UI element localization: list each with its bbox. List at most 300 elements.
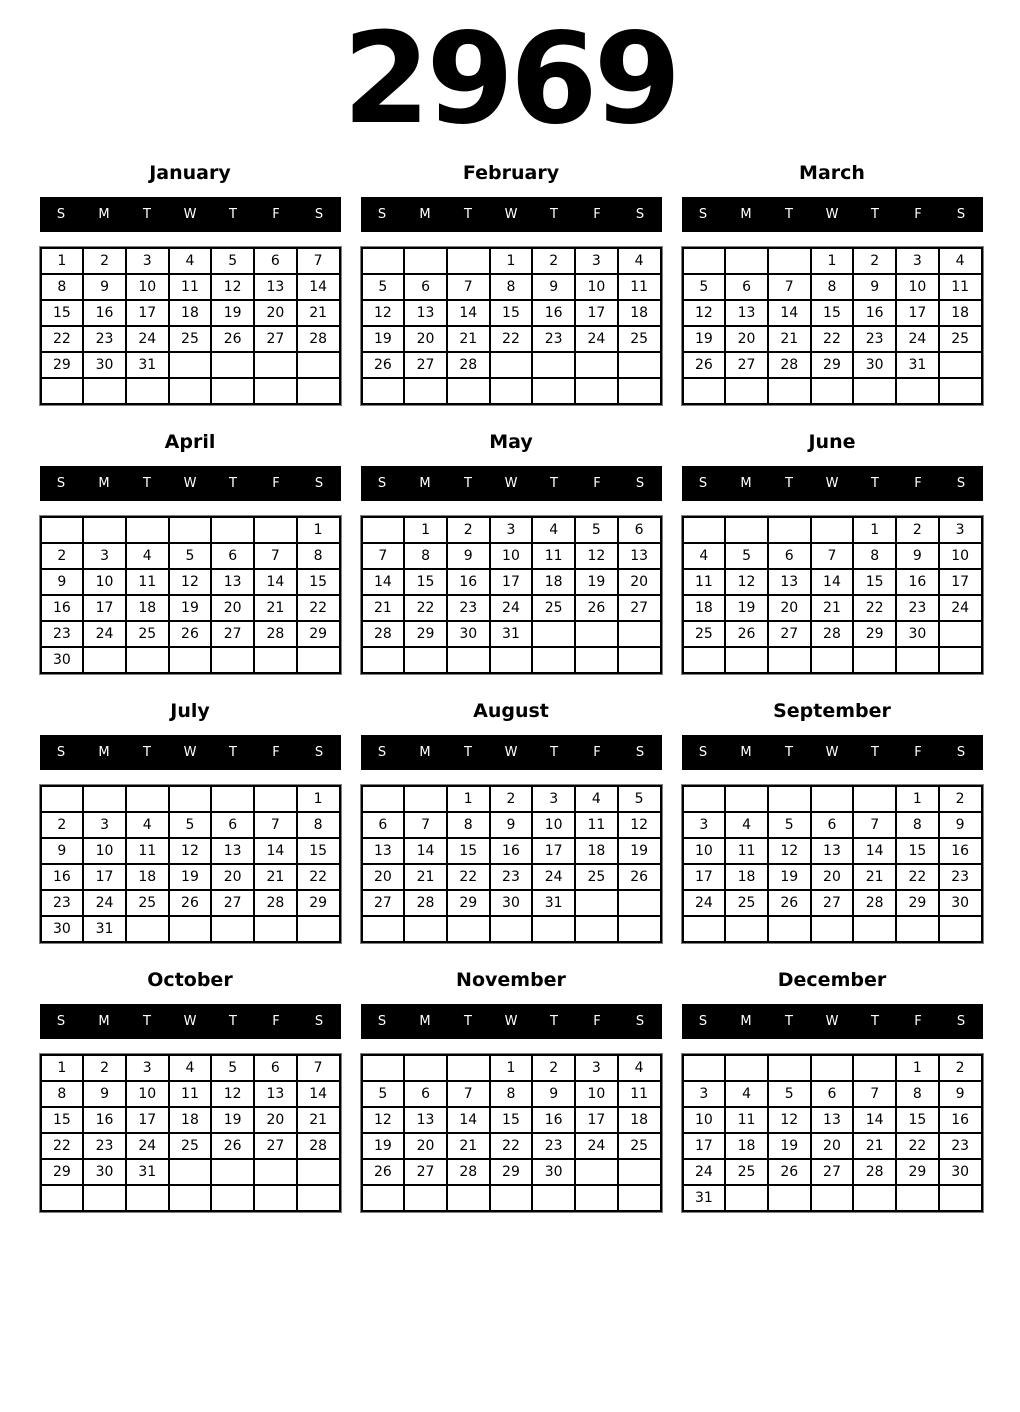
month-title: January (149, 162, 231, 184)
day-cell: 7 (254, 543, 297, 569)
day-cell: 1 (447, 786, 490, 812)
months-grid (40, 162, 981, 1212)
day-cell: 7 (254, 812, 297, 838)
weekday-label: F (914, 207, 922, 222)
weekday-label: T (785, 207, 793, 222)
empty-day-cell (768, 1185, 811, 1211)
empty-day-cell (725, 248, 768, 274)
day-cell: 30 (41, 647, 84, 673)
day-cell: 29 (811, 352, 854, 378)
month-calendar-february (361, 162, 662, 405)
day-cell: 17 (683, 864, 726, 890)
day-cell: 24 (575, 1133, 618, 1159)
day-cell: 5 (683, 274, 726, 300)
week-row (362, 1055, 661, 1081)
day-cell: 22 (853, 595, 896, 621)
empty-day-cell (811, 647, 854, 673)
day-cell: 19 (618, 838, 661, 864)
day-cell: 2 (939, 786, 982, 812)
empty-day-cell (211, 786, 254, 812)
weekday-label: F (593, 207, 601, 222)
empty-day-cell (768, 916, 811, 942)
empty-day-cell (811, 378, 854, 404)
day-cell: 20 (211, 864, 254, 890)
day-cell: 8 (404, 543, 447, 569)
month-title: November (456, 969, 566, 991)
day-cell: 31 (126, 352, 169, 378)
week-row (683, 1185, 982, 1211)
empty-day-cell (211, 916, 254, 942)
weekday-header-bar (40, 735, 341, 770)
day-cell: 4 (618, 1055, 661, 1081)
day-cell: 30 (41, 916, 84, 942)
day-cell: 13 (618, 543, 661, 569)
weekday-label: T (464, 207, 472, 222)
week-row (41, 517, 340, 543)
day-cell: 14 (254, 569, 297, 595)
day-cell: 1 (896, 786, 939, 812)
day-cell: 21 (447, 1133, 490, 1159)
day-cell: 2 (532, 248, 575, 274)
empty-day-cell (126, 1185, 169, 1211)
day-cell: 22 (896, 1133, 939, 1159)
weekday-label: S (377, 1014, 387, 1029)
day-cell: 6 (254, 248, 297, 274)
empty-day-cell (41, 517, 84, 543)
day-cell: 29 (490, 1159, 533, 1185)
day-cell: 24 (126, 326, 169, 352)
empty-day-cell (853, 1185, 896, 1211)
day-cell: 20 (362, 864, 405, 890)
day-cell: 24 (83, 621, 126, 647)
weekday-label: W (183, 476, 197, 491)
day-cell: 8 (853, 543, 896, 569)
day-cell: 23 (939, 864, 982, 890)
weekday-label: M (98, 476, 110, 491)
weekday-label: S (377, 476, 387, 491)
empty-day-cell (126, 378, 169, 404)
day-cell: 15 (490, 300, 533, 326)
day-cell: 20 (211, 595, 254, 621)
day-cell: 12 (575, 543, 618, 569)
day-cell: 30 (532, 1159, 575, 1185)
week-row (683, 1107, 982, 1133)
day-cell: 21 (447, 326, 490, 352)
day-cell: 23 (490, 864, 533, 890)
weekday-label: T (550, 745, 558, 760)
day-cell: 11 (725, 1107, 768, 1133)
empty-day-cell (362, 248, 405, 274)
weekday-label: T (785, 476, 793, 491)
day-cell: 28 (768, 352, 811, 378)
day-cell: 17 (126, 1107, 169, 1133)
day-cell: 16 (83, 300, 126, 326)
day-cell: 11 (575, 812, 618, 838)
day-cell: 6 (211, 543, 254, 569)
day-cell: 3 (83, 543, 126, 569)
week-row (41, 621, 340, 647)
month-title: September (773, 700, 891, 722)
empty-day-cell (768, 647, 811, 673)
day-cell: 19 (768, 864, 811, 890)
day-cell: 25 (683, 621, 726, 647)
day-cell: 26 (169, 890, 212, 916)
empty-day-cell (811, 1055, 854, 1081)
weekday-label: T (143, 476, 151, 491)
day-cell: 5 (362, 274, 405, 300)
month-title: June (808, 431, 856, 453)
empty-day-cell (404, 647, 447, 673)
week-row (683, 517, 982, 543)
day-cell: 2 (447, 517, 490, 543)
empty-day-cell (896, 378, 939, 404)
empty-day-cell (447, 378, 490, 404)
day-cell: 9 (490, 812, 533, 838)
day-cell: 4 (126, 812, 169, 838)
week-row (362, 326, 661, 352)
day-cell: 8 (297, 543, 340, 569)
day-cell: 30 (83, 1159, 126, 1185)
empty-day-cell (41, 378, 84, 404)
week-row (362, 1185, 661, 1211)
day-cell: 6 (811, 812, 854, 838)
weekday-label: T (229, 476, 237, 491)
empty-day-cell (490, 1185, 533, 1211)
day-cell: 2 (939, 1055, 982, 1081)
empty-day-cell (254, 1185, 297, 1211)
empty-day-cell (939, 1185, 982, 1211)
weekday-header-bar (682, 466, 983, 501)
week-row (362, 1081, 661, 1107)
week-row (41, 864, 340, 890)
weekday-label: F (272, 1014, 280, 1029)
weekday-label: W (825, 745, 839, 760)
day-cell: 22 (490, 326, 533, 352)
day-cell: 10 (575, 274, 618, 300)
empty-day-cell (362, 1185, 405, 1211)
empty-day-cell (362, 1055, 405, 1081)
weekday-label: M (740, 476, 752, 491)
weekday-label: S (56, 1014, 66, 1029)
day-cell: 11 (618, 274, 661, 300)
week-row (362, 352, 661, 378)
empty-day-cell (169, 1185, 212, 1211)
week-row (41, 300, 340, 326)
empty-day-cell (725, 378, 768, 404)
day-cell: 22 (297, 595, 340, 621)
day-cell: 27 (811, 890, 854, 916)
day-cell: 17 (532, 838, 575, 864)
weekday-label: T (143, 745, 151, 760)
weekday-label: T (871, 476, 879, 491)
empty-day-cell (83, 1185, 126, 1211)
day-cell: 29 (853, 621, 896, 647)
day-cell: 6 (725, 274, 768, 300)
empty-day-cell (532, 916, 575, 942)
week-row (41, 812, 340, 838)
empty-day-cell (939, 647, 982, 673)
day-cell: 9 (853, 274, 896, 300)
day-cell: 18 (126, 595, 169, 621)
week-row (683, 595, 982, 621)
day-cell: 26 (725, 621, 768, 647)
day-cell: 28 (811, 621, 854, 647)
day-cell: 16 (41, 595, 84, 621)
day-cell: 26 (211, 1133, 254, 1159)
day-cell: 16 (83, 1107, 126, 1133)
day-cell: 27 (211, 890, 254, 916)
week-row (41, 1133, 340, 1159)
day-cell: 24 (939, 595, 982, 621)
day-cell: 29 (297, 890, 340, 916)
weekday-label: S (635, 745, 645, 760)
empty-day-cell (575, 621, 618, 647)
day-cell: 27 (254, 326, 297, 352)
day-cell: 25 (169, 1133, 212, 1159)
empty-day-cell (169, 517, 212, 543)
day-cell: 14 (404, 838, 447, 864)
year-title: 2969 (342, 5, 678, 152)
day-cell: 21 (853, 864, 896, 890)
day-cell: 3 (575, 248, 618, 274)
empty-day-cell (447, 1185, 490, 1211)
day-cell: 19 (211, 1107, 254, 1133)
day-cell: 15 (41, 300, 84, 326)
week-row (362, 647, 661, 673)
day-cell: 1 (896, 1055, 939, 1081)
day-cell: 25 (126, 621, 169, 647)
day-cell: 30 (83, 352, 126, 378)
weekday-label: S (56, 476, 66, 491)
day-cell: 12 (211, 274, 254, 300)
month-days-table (40, 785, 341, 943)
week-row (362, 812, 661, 838)
day-cell: 5 (169, 543, 212, 569)
day-cell: 1 (41, 1055, 84, 1081)
empty-day-cell (447, 1055, 490, 1081)
empty-day-cell (447, 916, 490, 942)
week-row (683, 890, 982, 916)
day-cell: 24 (126, 1133, 169, 1159)
day-cell: 3 (896, 248, 939, 274)
day-cell: 31 (490, 621, 533, 647)
day-cell: 10 (83, 569, 126, 595)
month-title: March (799, 162, 865, 184)
day-cell: 20 (768, 595, 811, 621)
empty-day-cell (297, 378, 340, 404)
day-cell: 12 (768, 838, 811, 864)
day-cell: 3 (939, 517, 982, 543)
weekday-label: S (56, 207, 66, 222)
week-row (41, 326, 340, 352)
empty-day-cell (126, 786, 169, 812)
day-cell: 28 (447, 352, 490, 378)
week-row (683, 838, 982, 864)
empty-day-cell (853, 916, 896, 942)
day-cell: 15 (896, 838, 939, 864)
day-cell: 31 (126, 1159, 169, 1185)
day-cell: 28 (853, 890, 896, 916)
day-cell: 30 (490, 890, 533, 916)
day-cell: 28 (853, 1159, 896, 1185)
day-cell: 5 (768, 812, 811, 838)
empty-day-cell (169, 378, 212, 404)
day-cell: 9 (532, 274, 575, 300)
day-cell: 26 (618, 864, 661, 890)
weekday-label: T (871, 207, 879, 222)
day-cell: 25 (618, 326, 661, 352)
day-cell: 12 (362, 300, 405, 326)
month-days-table (682, 516, 983, 674)
day-cell: 30 (939, 890, 982, 916)
weekday-label: S (698, 476, 708, 491)
day-cell: 6 (404, 1081, 447, 1107)
day-cell: 7 (853, 812, 896, 838)
weekday-label: S (698, 207, 708, 222)
day-cell: 5 (768, 1081, 811, 1107)
empty-day-cell (575, 378, 618, 404)
weekday-label: T (785, 1014, 793, 1029)
weekday-label: T (785, 745, 793, 760)
day-cell: 12 (169, 569, 212, 595)
day-cell: 8 (297, 812, 340, 838)
day-cell: 12 (683, 300, 726, 326)
weekday-label: F (593, 745, 601, 760)
day-cell: 10 (126, 1081, 169, 1107)
weekday-header-bar (361, 1004, 662, 1039)
day-cell: 19 (575, 569, 618, 595)
day-cell: 19 (211, 300, 254, 326)
day-cell: 26 (575, 595, 618, 621)
weekday-label: S (314, 1014, 324, 1029)
empty-day-cell (447, 647, 490, 673)
weekday-label: F (914, 476, 922, 491)
empty-day-cell (211, 647, 254, 673)
day-cell: 21 (404, 864, 447, 890)
week-row (362, 621, 661, 647)
day-cell: 19 (169, 595, 212, 621)
day-cell: 14 (447, 300, 490, 326)
weekday-label: W (825, 207, 839, 222)
day-cell: 12 (211, 1081, 254, 1107)
day-cell: 17 (575, 300, 618, 326)
week-row (41, 916, 340, 942)
week-row (41, 274, 340, 300)
week-row (41, 543, 340, 569)
day-cell: 28 (362, 621, 405, 647)
week-row (683, 864, 982, 890)
weekday-header-bar (361, 466, 662, 501)
day-cell: 27 (404, 1159, 447, 1185)
weekday-label: S (698, 1014, 708, 1029)
weekday-label: M (419, 476, 431, 491)
week-row (41, 1159, 340, 1185)
empty-day-cell (532, 1185, 575, 1211)
month-days-table (682, 247, 983, 405)
day-cell: 26 (362, 352, 405, 378)
day-cell: 7 (447, 274, 490, 300)
day-cell: 17 (683, 1133, 726, 1159)
weekday-label: S (698, 745, 708, 760)
empty-day-cell (725, 916, 768, 942)
day-cell: 26 (362, 1159, 405, 1185)
weekday-label: S (956, 745, 966, 760)
day-cell: 2 (83, 1055, 126, 1081)
empty-day-cell (297, 1159, 340, 1185)
week-row (683, 812, 982, 838)
weekday-label: S (314, 745, 324, 760)
empty-day-cell (169, 1159, 212, 1185)
weekday-label: T (550, 476, 558, 491)
day-cell: 21 (297, 300, 340, 326)
day-cell: 1 (811, 248, 854, 274)
empty-day-cell (683, 248, 726, 274)
day-cell: 5 (618, 786, 661, 812)
day-cell: 2 (490, 786, 533, 812)
day-cell: 21 (254, 595, 297, 621)
week-row (683, 543, 982, 569)
day-cell: 25 (575, 864, 618, 890)
day-cell: 7 (404, 812, 447, 838)
day-cell: 15 (811, 300, 854, 326)
weekday-label: F (272, 476, 280, 491)
empty-day-cell (768, 786, 811, 812)
month-calendar-september (682, 700, 983, 943)
day-cell: 25 (939, 326, 982, 352)
weekday-label: T (229, 207, 237, 222)
weekday-label: W (825, 1014, 839, 1029)
day-cell: 5 (211, 1055, 254, 1081)
week-row (683, 378, 982, 404)
day-cell: 31 (532, 890, 575, 916)
day-cell: 10 (490, 543, 533, 569)
empty-day-cell (575, 916, 618, 942)
day-cell: 3 (490, 517, 533, 543)
day-cell: 4 (575, 786, 618, 812)
day-cell: 9 (83, 274, 126, 300)
weekday-label: W (504, 1014, 518, 1029)
day-cell: 15 (490, 1107, 533, 1133)
empty-day-cell (532, 647, 575, 673)
day-cell: 20 (404, 326, 447, 352)
empty-day-cell (683, 378, 726, 404)
empty-day-cell (768, 248, 811, 274)
day-cell: 22 (41, 1133, 84, 1159)
weekday-label: M (419, 1014, 431, 1029)
month-days-table (361, 1054, 662, 1212)
day-cell: 28 (297, 1133, 340, 1159)
day-cell: 26 (169, 621, 212, 647)
day-cell: 6 (362, 812, 405, 838)
day-cell: 27 (811, 1159, 854, 1185)
empty-day-cell (447, 248, 490, 274)
day-cell: 29 (896, 890, 939, 916)
day-cell: 14 (447, 1107, 490, 1133)
empty-day-cell (83, 378, 126, 404)
day-cell: 20 (254, 300, 297, 326)
weekday-label: S (635, 1014, 645, 1029)
day-cell: 27 (404, 352, 447, 378)
day-cell: 4 (683, 543, 726, 569)
day-cell: 25 (169, 326, 212, 352)
month-calendar-march (682, 162, 983, 405)
empty-day-cell (532, 352, 575, 378)
month-days-table (40, 247, 341, 405)
empty-day-cell (575, 890, 618, 916)
empty-day-cell (404, 1185, 447, 1211)
week-row (362, 786, 661, 812)
empty-day-cell (362, 916, 405, 942)
